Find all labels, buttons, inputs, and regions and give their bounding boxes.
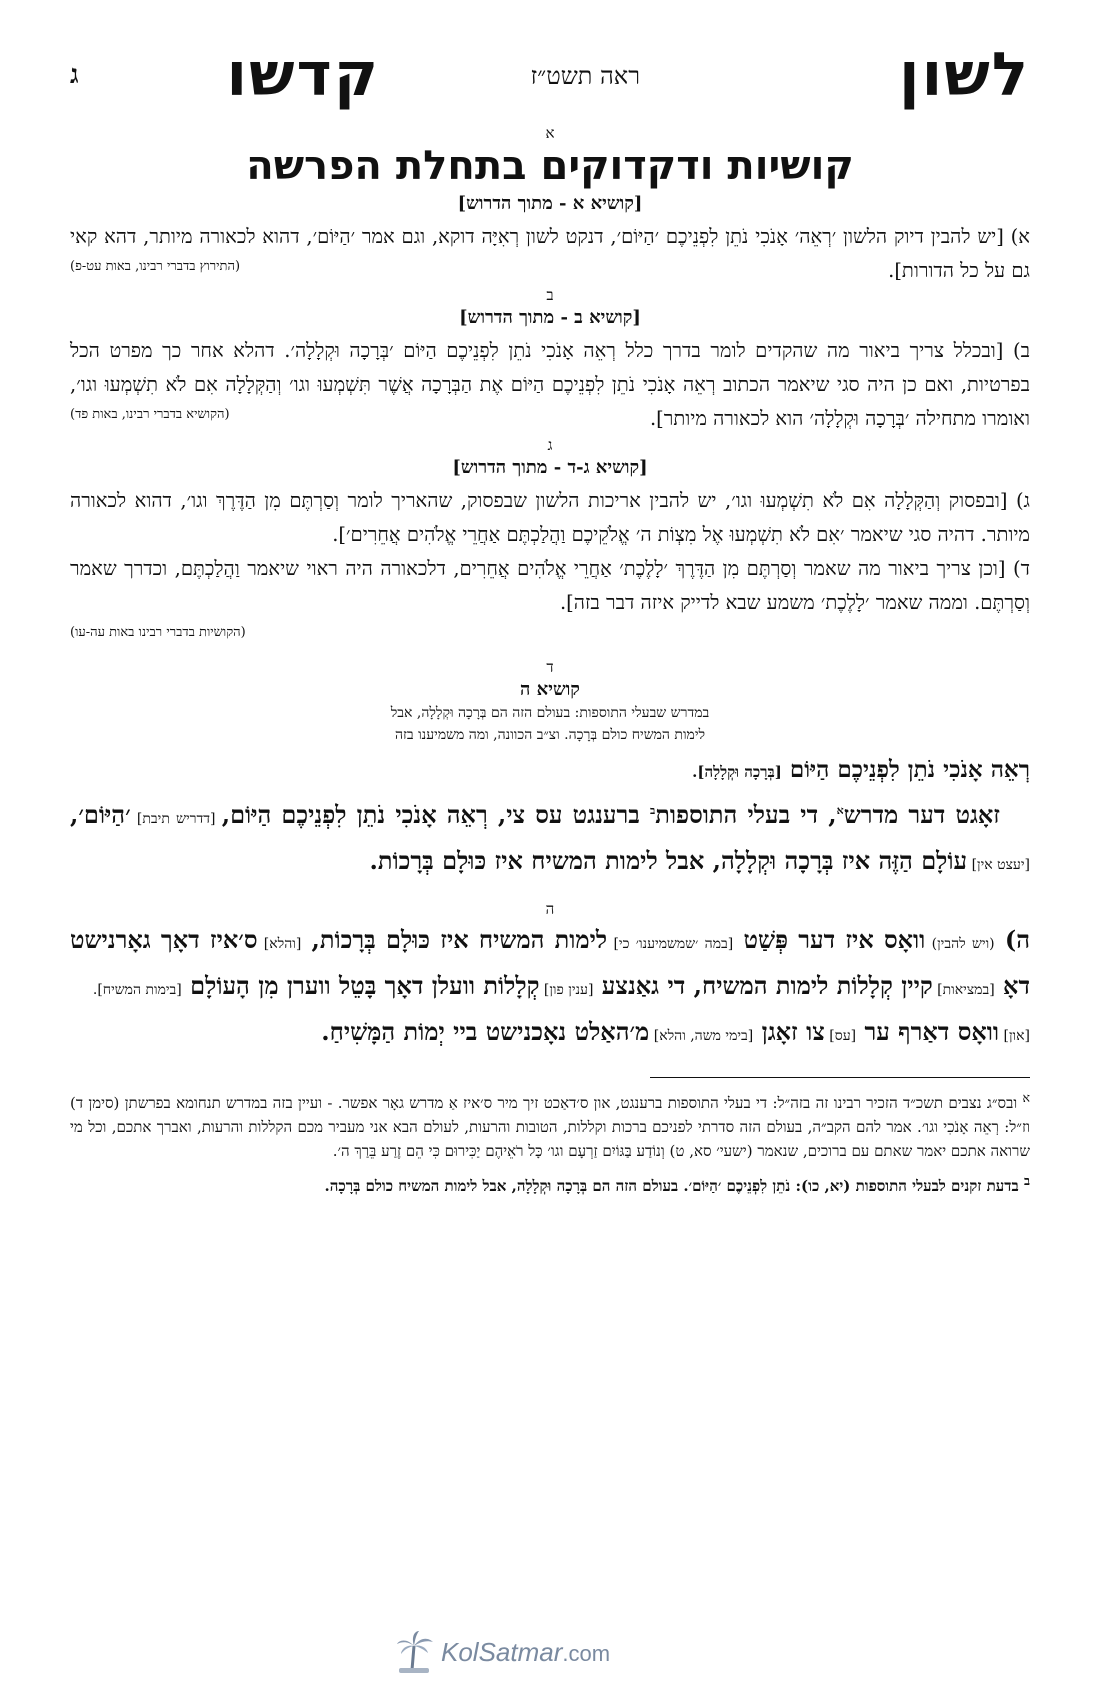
kushya-3-text-d: ד) [וכן צריך ביאור מה שאמר וְסַרְתֶּם מִן הַדֶּרֶךְ ׳לָלֶכֶת׳ אַחֲרֵי אֱלֹהִים אֲחֵרִים, דלכאורה היה ראוי שיאמר וַהֲלַכְתֶּם, וכדרך שאמר וְסַרְתֶּם. וממה שאמר ׳לָלֶכֶת׳ משמע שבא לדייק איזה דבר בזה]. xyxy=(70,557,1030,614)
paragraph-5: ה) (ויש להבין) וואָס איז דער פְּשַׁט [במה ׳שמשמיענו׳ כי] לימות המשיח איז כּוּלָם בְּרָכוֹת, [והלא] ס׳איז דאָך גאָרנישט דאָ [במציאות] קיין קְלָלוֹת לימות המשיח, די גאַנצע [ענין פון] קְלָלוֹת וועלן דאָך בָּטֵל ווערן מִן הָעוֹלָם [בימות המשיח]. xyxy=(70,925,1031,1000)
header-kodsho: קדשו xyxy=(226,40,380,110)
kushya-3-source: (הקושיות בדברי רבינו באות עה-עו) xyxy=(70,625,246,640)
kushya-1-text: א) [יש להבין דיוק הלשון ׳רְאֵה׳ אָנֹכִי נֹתֵן לִפְנֵיכֶם ׳הַיּוֹם׳, דנקט לשון רְאִיָּה דוקא, וגם אמר ׳הַיּוֹם׳, דהוא לכאורה מיותר, דהא קאי גם על כל הדורות]. xyxy=(70,225,1030,282)
page xyxy=(70,40,1030,1198)
kushya-2-label: [קושיא ב - מתוך הדרוש] xyxy=(459,307,641,328)
kushya-5-desc-1: במדרש שבעלי התוספות: בעולם הזה הם בְּרָכָה וּקְלָלָה, אבל xyxy=(390,705,710,721)
site-logo[interactable] xyxy=(395,1630,610,1674)
header-lashon: לשון xyxy=(899,40,1030,110)
paragraph-4: זאָגט דער מדרש$^א$, די בעלי התוספות$^ב$ ברענגט עס צי, רְאֵה אָנֹכִי נֹתֵן לִפְנֵיכֶם הַיּוֹם, [דדריש תיבת] ׳הַיּוֹם׳, [יעצט אין] עוֹלָם הַזֶּה איז בְּרָכָה וּקְלָלָה, אבל לימות המשיח איז כּוּלָם בְּרָכוֹת. xyxy=(70,800,1030,875)
page-header xyxy=(70,40,1030,120)
kushya-2-text: ב) [ובכלל צריך ביאור מה שהקדים לומר בדרך כלל רְאֵה אָנֹכִי נֹתֵן לִפְנֵיכֶם הַיּוֹם ׳בְּרָכָה וּקְלָלָה׳. דהלא אחר כך מפרט הכל בפרטיות, ואם כן היה סגי שיאמר הכתוב רְאֵה אָנֹכִי נֹתֵן לִפְנֵיכֶם הַיּוֹם אֶת הַבְּרָכָה אֲשֶׁר תִּשְׁמְעוּ וגו׳ וְהַקְּלָלָה אִם לֹא תִשְׁמְעוּ וגו׳, ואומרו מתחילה ׳בְּרָכָה וּקְלָלָה׳ הוא לכאורה מיותר]. xyxy=(70,339,1030,430)
kushya-5-label: קושיא ה xyxy=(520,679,580,700)
kushya-5-desc-2: לימות המשיח כולם בְּרָכָה. וצ״ב הכוונה, ומה משמיענו בזה xyxy=(394,727,706,743)
kushya-1-source-line xyxy=(70,258,1030,274)
page-title: קושיות ודקדוקים בתחלת הפרשה xyxy=(246,143,854,189)
kushya-2-source: (הקושיא בדברי רבינו, באות פד) xyxy=(70,407,230,422)
footnote-a: $^א$ ובס״ג נצבים תשכ״ד הזכיר רבינו זה בזה״ל: די בעלי התוספות ברענגט, און ס׳דאַכט זיך מיר ס׳איז אַ מדרש גאָר אפשר. - ועיין בזה במדרש תנחומא בפרשתן (סימן ד) וז״ל: רְאֵה אָנֹכִי וגו׳. אמר להם הקב״ה, בעולם הזה סדרתי לפניכם ברכות וקללות, הטובות והרעות, לעולם הבא אני מעביר מכם הקללות והרעות, ואברך אתכם, וכל מי שרואה אתכם יאמר שאתם עם ברוכים, שנאמר (ישעי׳ סא, ט) וְנוֹדַע בַּגּוֹיִם זַרְעָם וגו׳ כָּל רֹאֵיהֶם יַכִּירוּם כִּי הֵם זֶרַע בֵּרַךְ ה׳. xyxy=(70,1090,1030,1160)
footnote-ref-a[interactable]: א xyxy=(836,804,844,817)
section-letter-2: ב xyxy=(546,286,554,304)
section-letter-3: ג xyxy=(547,436,553,454)
verse-tail: [בְּרָכָה וּקְלָלָה]. xyxy=(692,763,782,781)
section-letter-5: ה xyxy=(545,900,555,918)
kushya-1-source: (התירוץ בדברי רבינו, באות עט-פ) xyxy=(70,259,241,274)
page-number: ג xyxy=(70,60,79,90)
kushya-3-text-g: ג) [ובפסוק וְהַקְּלָלָה אִם לֹא תִשְׁמְעוּ וגו׳, יש להבין אריכות הלשון שבפסוק, שהאריך לומר וְסַרְתֶּם מִן הַדֶּרֶךְ וגו׳, דהוא לכאורה מיותר. דהיה סגי שיאמר ׳אִם לֹא תִשְׁמְעוּ אֶל מִצְוֹת ה׳ אֱלֹקֵיכֶם וַהֲלַכְתֶּם אַחֲרֵי אֱלֹהִים אֲחֵרִים׳]. xyxy=(70,489,1030,546)
kushya-1-label: [קושיא א - מתוך הדרוש] xyxy=(457,193,643,214)
section-letter-1: א xyxy=(545,124,555,142)
kushya-3-label: [קושיא ג-ד - מתוך הדרוש] xyxy=(452,457,648,478)
logo-text: KolSatmar.com xyxy=(441,1636,611,1667)
palm-tree-icon xyxy=(395,1630,435,1674)
footnote-b: $^ב$ בדעת זקנים לבעלי התוספות (יא, כו): נֹתֵן לִפְנֵיכֶם ׳הַיּוֹם׳. בעולם הזה הם בְּרָכָה וּקְלָלָה, אבל לימות המשיח כולם בְּרָכָה. xyxy=(324,1173,1030,1195)
paragraph-6: [און] וואָס דאַרף ער [עס] צו זאָגן [בימי משה, והלא] מ׳האַלט נאָכנישט ביי יְמוֹת הַמָּשִׁיחַ. xyxy=(321,1017,1030,1046)
section-letter-4: ד xyxy=(546,658,554,676)
verse-line xyxy=(70,752,1030,790)
verse-main: רְאֵה אָנֹכִי נֹתֵן לִפְנֵיכֶם הַיּוֹם xyxy=(789,756,1030,783)
footnote-ref-b[interactable]: ב xyxy=(649,804,656,817)
header-parsha: ראה תשט״ז xyxy=(530,62,640,90)
footnote-divider xyxy=(650,1077,1030,1078)
